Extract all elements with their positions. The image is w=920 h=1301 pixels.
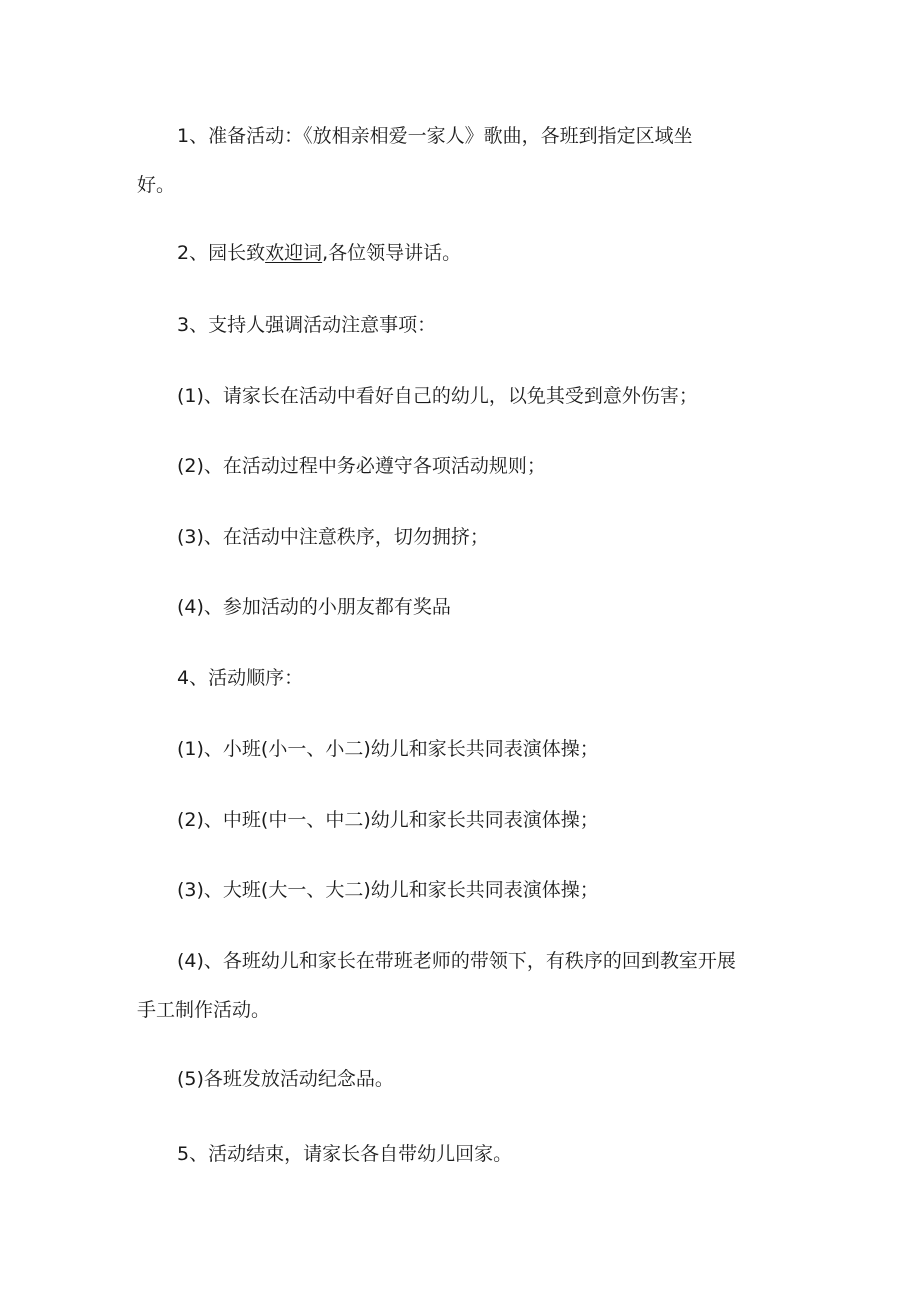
list-item-order-4 xyxy=(137,937,797,1035)
list-item-notice-1: (1)、请家长在活动中看好自己的幼儿，以免其受到意外伤害； xyxy=(177,385,698,407)
list-item-order-5: (5)各班发放活动纪念品。 xyxy=(177,1068,394,1090)
list-item-order-1: (1)、小班(小一、小二)幼儿和家长共同表演体操； xyxy=(177,738,599,760)
text-segment: ,各位领导讲话。 xyxy=(322,242,462,264)
paragraph-line: (4)、各班幼儿和家长在带班老师的带领下，有秩序的回到教室开展 xyxy=(177,950,736,972)
paragraph-order-heading: 4、活动顺序： xyxy=(177,667,304,689)
list-item-notice-3: (3)、在活动中注意秩序，切勿拥挤； xyxy=(177,526,489,548)
paragraph-end: 5、活动结束，请家长各自带幼儿回家。 xyxy=(177,1143,513,1165)
list-item-order-3: (3)、大班(大一、大二)幼儿和家长共同表演体操； xyxy=(177,879,599,901)
paragraph-welcome xyxy=(137,229,837,278)
list-item-notice-2: (2)、在活动过程中务必遵守各项活动规则； xyxy=(177,455,546,477)
paragraph-line: 手工制作活动。 xyxy=(137,999,271,1021)
paragraph-preparation xyxy=(137,112,797,210)
paragraph-notices-heading: 3、支持人强调活动注意事项： xyxy=(177,314,437,336)
list-item-order-2: (2)、中班(中一、中二)幼儿和家长共同表演体操； xyxy=(177,809,599,831)
text-segment: 2、园长致 xyxy=(177,242,266,264)
welcome-speech-link[interactable]: 欢迎词 xyxy=(265,242,323,264)
paragraph-line: 好。 xyxy=(137,174,176,196)
paragraph-line: 1、准备活动：《放相亲相爱一家人》歌曲，各班到指定区域坐 xyxy=(177,125,693,147)
list-item-notice-4: (4)、参加活动的小朋友都有奖品 xyxy=(177,596,451,618)
